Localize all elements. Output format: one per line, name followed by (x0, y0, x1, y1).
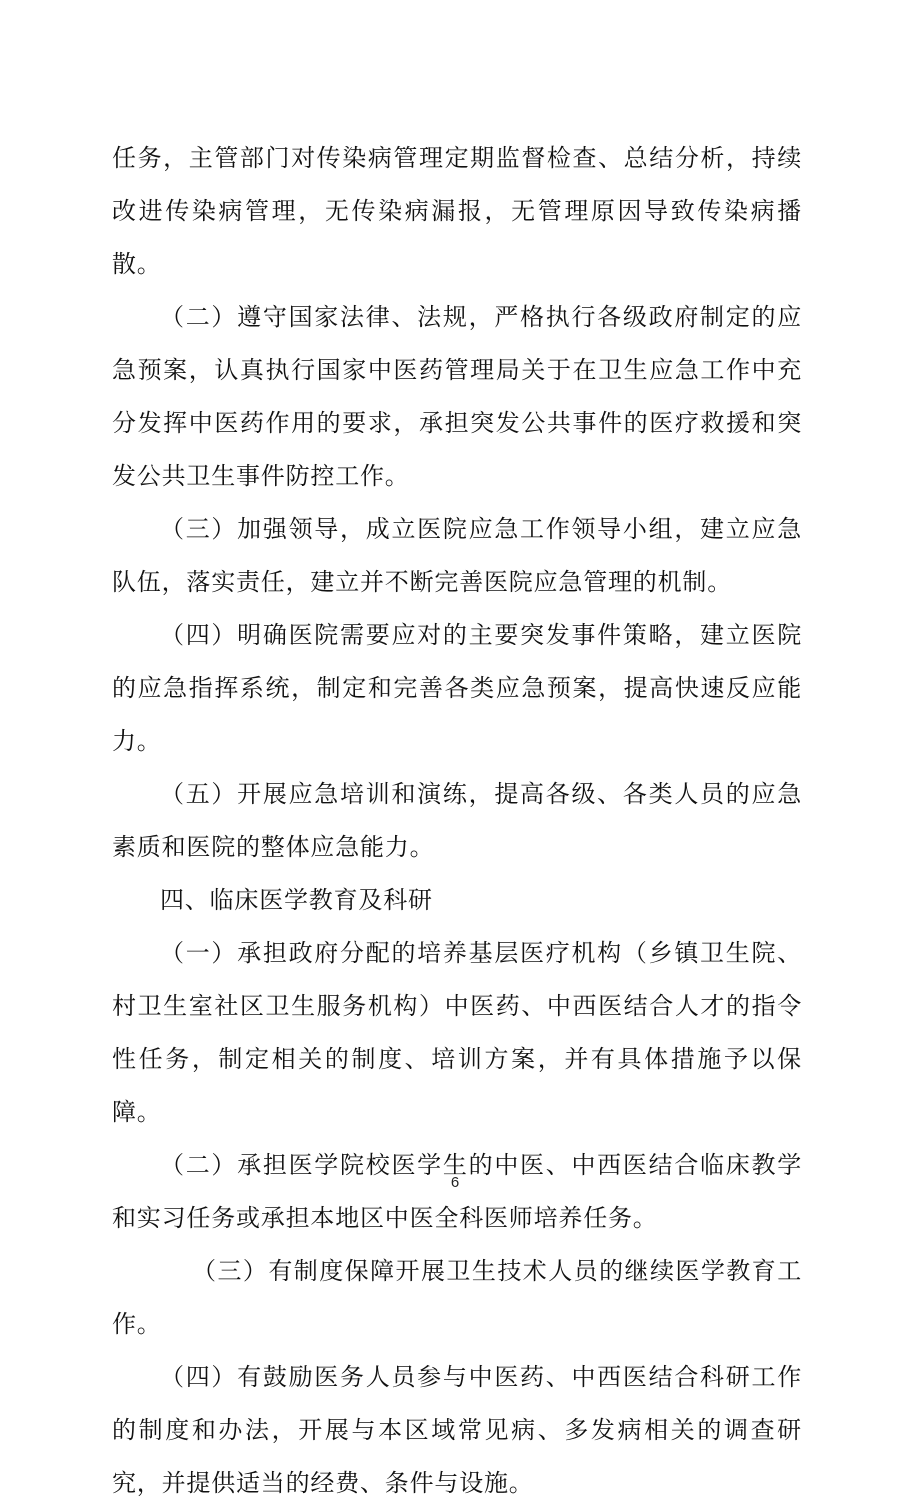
paragraph-emergency-command: （四）明确医院需要应对的主要突发事件策略，建立医院的应急指挥系统，制定和完善各类应急预案，提高快速反应能力。 (112, 621, 802, 755)
paragraph-emergency-training: （五）开展应急培训和演练，提高各级、各类人员的应急素质和医院的整体应急能力。 (112, 780, 802, 861)
paragraph-research-encouragement: （四）有鼓励医务人员参与中医药、中西医结合科研工作的制度和办法，开展与本区域常见病、多发病相关的调查研究，并提供适当的经费、条件与设施。 (112, 1363, 802, 1497)
paragraph-emergency-leadership: （三）加强领导，成立医院应急工作领导小组，建立应急队伍，落实责任，建立并不断完善医院应急管理的机制。 (112, 515, 802, 596)
paragraph-clinical-teaching: （二）承担医学院校医学生的中医、中西医结合临床教学和实习任务或承担本地区中医全科医师培养任务。 (112, 1151, 802, 1232)
section-heading: 四、临床医学教育及科研 (160, 886, 433, 914)
page-number: 6 (450, 1174, 460, 1191)
paragraph-continued: 任务，主管部门对传染病管理定期监督检查、总结分析，持续改进传染病管理，无传染病漏报，无管理原因导致传染病播散。 (112, 144, 802, 278)
body-text (112, 132, 802, 1510)
paragraph-emergency-laws: （二）遵守国家法律、法规，严格执行各级政府制定的应急预案，认真执行国家中医药管理局关于在卫生应急工作中充分发挥中医药作用的要求，承担突发公共事件的医疗救援和突发公共卫生事件防控工作。 (112, 303, 802, 490)
paragraph-continuing-education: （三）有制度保障开展卫生技术人员的继续医学教育工作。 (112, 1257, 802, 1338)
paragraph-grassroots-training: （一）承担政府分配的培养基层医疗机构（乡镇卫生院、村卫生室社区卫生服务机构）中医药、中西医结合人才的指令性任务，制定相关的制度、培训方案，并有具体措施予以保障。 (112, 939, 802, 1126)
